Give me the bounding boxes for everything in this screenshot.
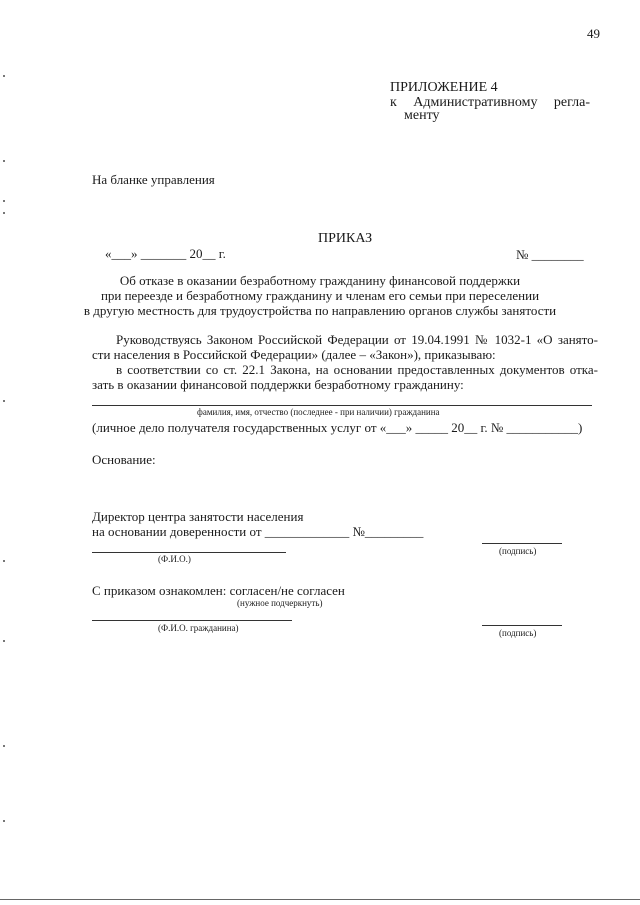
body-paragraph-line: Руководствуясь Законом Российской Федерации от 19.04.1991 № 1032-1 «О занято- (116, 332, 598, 347)
order-title: ПРИКАЗ (318, 231, 373, 246)
basis-label: Основание: (92, 452, 156, 467)
appendix-line: менту (404, 108, 440, 123)
margin-mark (3, 640, 5, 642)
citizen-name-line (92, 405, 592, 406)
page-number: 49 (587, 26, 600, 41)
margin-mark (3, 212, 5, 214)
letterhead-note: На бланке управления (92, 172, 215, 187)
citizen-fio-line (92, 620, 292, 621)
citizen-name-caption: фамилия, имя, отчество (последнее - при наличии) гражданина (197, 407, 440, 417)
margin-mark (3, 200, 5, 202)
order-subject-line: Об отказе в оказании безработному гражданину финансовой поддержки (119, 273, 521, 288)
order-number: № ________ (516, 247, 584, 262)
scan-bottom-edge (0, 899, 640, 900)
director-fio-caption: (Ф.И.О.) (158, 554, 191, 564)
director-authority: на основании доверенности от _____________ №_________ (92, 524, 424, 539)
margin-mark (3, 560, 5, 562)
appendix-title: ПРИЛОЖЕНИЕ 4 (390, 80, 498, 95)
director-title: Директор центра занятости населения (92, 509, 304, 524)
underline-note: (нужное подчеркнуть) (237, 598, 323, 608)
acknowledgement-text: С приказом ознакомлен: согласен/не согласен (92, 583, 345, 598)
body-paragraph-line: в соответствии со ст. 22.1 Закона, на основании предоставленных документов отка- (116, 362, 598, 377)
director-fio-line (92, 552, 286, 553)
order-subject-line: при переезде и безработному гражданину и членам его семьи при переселении (100, 288, 540, 303)
citizen-fio-caption: (Ф.И.О. гражданина) (158, 623, 239, 633)
margin-mark (3, 160, 5, 162)
case-file-line: (личное дело получателя государственных услуг от «___» _____ 20__ г. № ___________) (92, 420, 583, 435)
margin-mark (3, 75, 5, 77)
body-paragraph-line: сти населения в Российской Федерации» (далее – «Закон»), приказываю: (92, 347, 496, 362)
citizen-signature-line (482, 625, 562, 626)
margin-mark (3, 400, 5, 402)
director-signature-line (482, 543, 562, 544)
body-paragraph-line: зать в оказании финансовой поддержки безработному гражданину: (92, 377, 464, 392)
margin-mark (3, 745, 5, 747)
order-subject-line: в другую местность для трудоустройства по направлению органов службы занятости (83, 303, 557, 318)
citizen-signature-caption: (подпись) (499, 628, 537, 638)
director-signature-caption: (подпись) (499, 546, 537, 556)
order-date: «___» _______ 20__ г. (105, 246, 226, 261)
appendix-line: к Административному регла- (390, 95, 590, 110)
margin-mark (3, 820, 5, 822)
